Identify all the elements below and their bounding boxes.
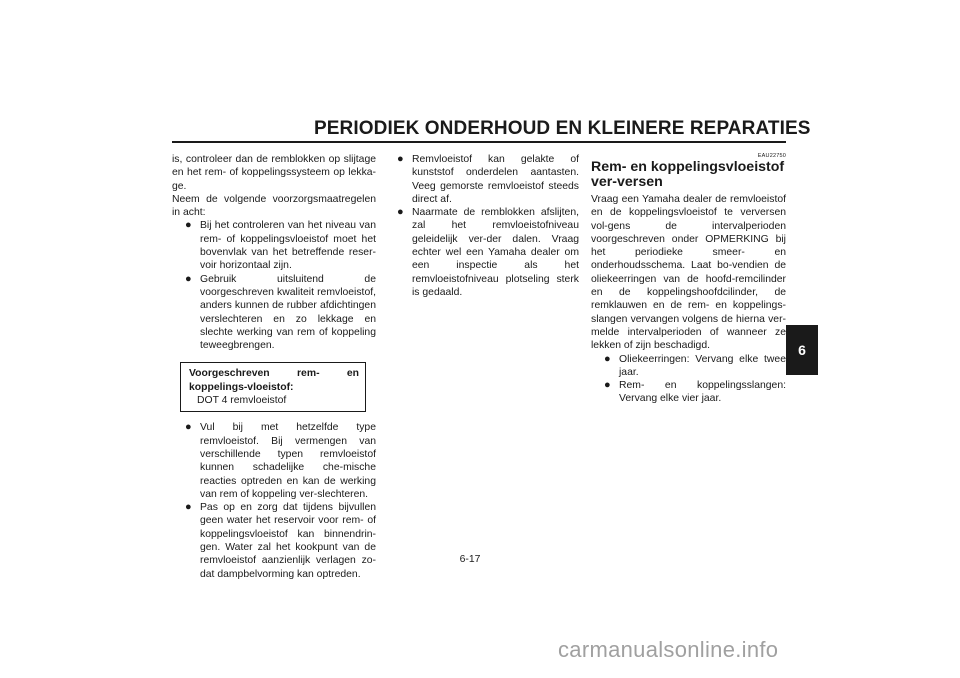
spec-box bbox=[180, 362, 366, 412]
chapter-tab: 6 bbox=[786, 325, 818, 375]
list-item bbox=[172, 273, 376, 353]
bullet-icon: ● bbox=[185, 501, 192, 514]
column-1 bbox=[172, 153, 376, 581]
header-divider bbox=[172, 141, 786, 143]
column-2 bbox=[384, 153, 579, 299]
list-item bbox=[384, 206, 579, 299]
list-item-text: Gebruik uitsluitend de voorgeschreven kwaliteit remvloeistof, anders kunnen de rubber afdichtingen verslechteren en zo lekkage en slechte werking van rem of koppeling teweegbrengen. bbox=[200, 273, 376, 352]
section-code: EAU22750 bbox=[757, 153, 786, 159]
bullet-icon: ● bbox=[185, 219, 192, 232]
list-item-text: Rem- en koppelingsslangen: Vervang elke vier jaar. bbox=[619, 380, 786, 405]
page-title: PERIODIEK ONDERHOUD EN KLEINERE REPARATIES bbox=[314, 118, 811, 139]
bullet-icon: ● bbox=[397, 206, 404, 219]
list-item-text: Remvloeistof kan gelakte of kunststof onderdelen aantasten. Veeg gemorste remvloeistof steeds direct af. bbox=[412, 154, 579, 205]
list-item-text: Vul bij met hetzelfde type remvloeistof. Bij vermengen van verschillende typen remvloeistof kunnen schadelijke che-mische reacties optreden en kan de werking van rem of koppeling ver-slechteren. bbox=[200, 422, 376, 500]
intro-paragraph: is, controleer dan de remblokken op slijtage en het rem- of koppelingssysteem op lekka-ge. bbox=[172, 154, 376, 192]
list-item-text: Oliekeerringen: Vervang elke twee jaar. bbox=[619, 353, 786, 378]
section-body: Vraag een Yamaha dealer de remvloeistof en de koppelingsvloeistof te verversen vol-gens de intervalperioden voorgeschreven onder OPMERKING bij het periodieke smeer- en onderhoudsschema. Laat bo-vendien de oliekeerringen van de hoofd-remcilinder en de koppelingshoofdcilinder, de remklauwen en de rem- en koppelings-slangen vervangen volgens de hierna ver-melde intervalperioden of wanneer ze lekken of zijn beschadigd. bbox=[591, 194, 786, 352]
list-item-text: Pas op en zorg dat tijdens bijvullen geen water het reservoir voor rem- of koppelingsvloeistof kan binnendrin-gen. Water zal het kookpunt van de remvloeistof aanzienlijk verlagen zo-dat dampbelvorming kan optreden. bbox=[200, 502, 376, 580]
list-item-text: Bij het controleren van het niveau van rem- of koppelingsvloeistof moet het bovenvlak van het betreffende reser-voir horizontaal zijn. bbox=[200, 220, 376, 272]
list-item-text: Naarmate de remblokken afslijten, zal het remvloeistofniveau geleidelijk ver-der dalen. Vraag echter wel een Yamaha dealer om een inspectie als het remvloeistofniveau plotseling sterk is gedaald. bbox=[412, 207, 579, 298]
list-item bbox=[591, 379, 786, 406]
section-title: Rem- en koppelingsvloeistof ver-versen bbox=[591, 159, 785, 190]
list-item bbox=[172, 501, 376, 581]
list-item bbox=[172, 421, 376, 501]
watermark: carmanualsonline.info bbox=[558, 637, 779, 662]
spec-value: DOT 4 remvloeistof bbox=[197, 395, 287, 407]
column-3 bbox=[591, 153, 786, 406]
bullet-icon: ● bbox=[185, 272, 192, 285]
bullet-icon: ● bbox=[185, 421, 192, 434]
bullet-icon: ● bbox=[604, 352, 611, 365]
spec-title: Voorgeschreven rem- en koppelings-vloeistof: bbox=[189, 368, 359, 393]
bullet-icon: ● bbox=[397, 153, 404, 165]
page-number: 6-17 bbox=[459, 554, 481, 565]
list-item bbox=[384, 153, 579, 206]
list-item bbox=[172, 219, 376, 272]
list-item bbox=[591, 353, 786, 380]
precautions-paragraph: Neem de volgende voorzorgsmaatregelen in acht: bbox=[172, 193, 376, 219]
bullet-icon: ● bbox=[604, 379, 611, 392]
